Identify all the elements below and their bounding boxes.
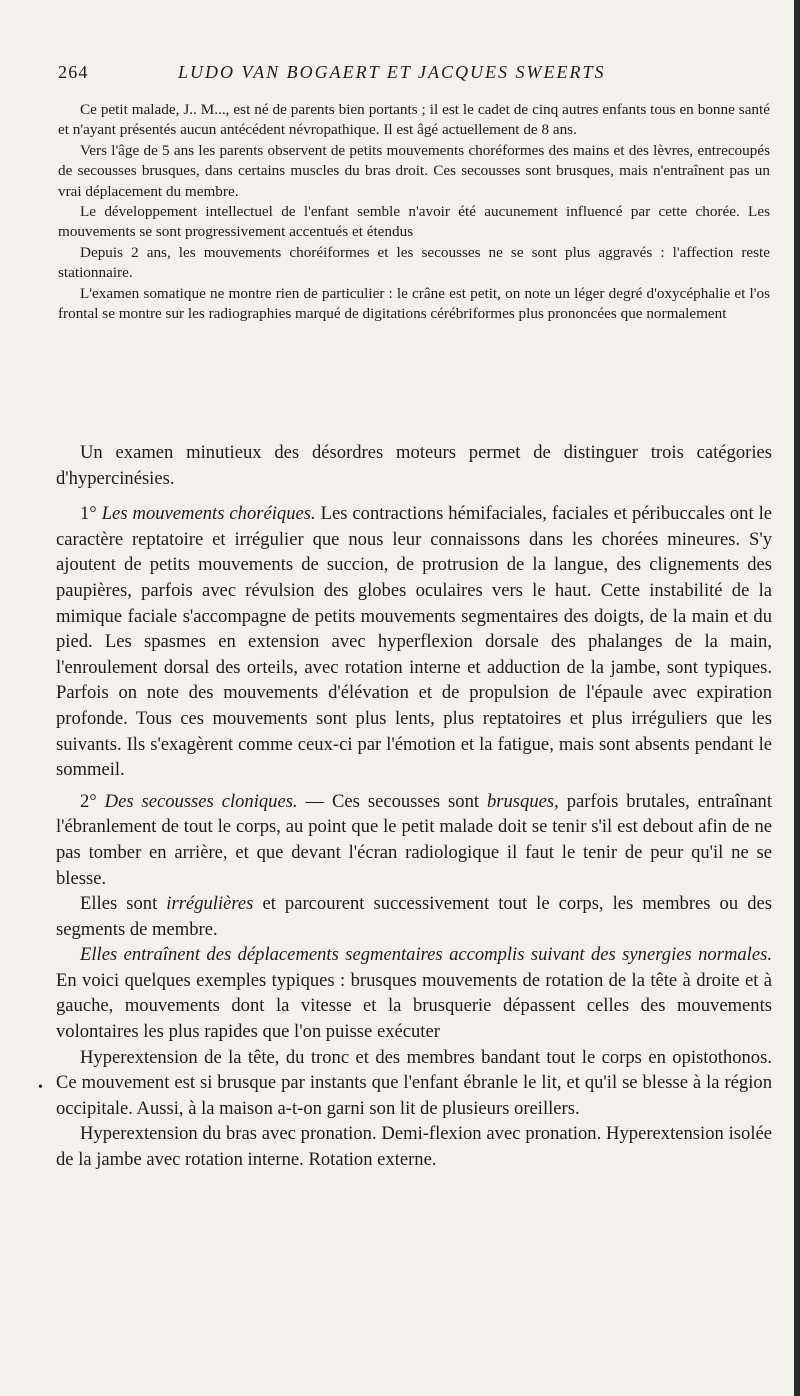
section-2-paragraph-5: Hyperextension du bras avec pronation. Demi-flexion avec pronation. Hyperextension isolée de la jambe avec rotation interne. Rotation externe. [56,1123,772,1171]
section-2-paragraph-3 [56,942,772,1044]
main-text [56,440,772,1173]
case-paragraph: Depuis 2 ans, les mouvements choréiformes et les secousses ne se sont plus aggravés : l'affection reste stationnaire. [58,243,770,282]
section-2-p2-emphasis: irrégulières [166,893,254,915]
section-2-title: Des secousses cloniques. [104,790,298,812]
section-2-paragraph-4: Hyperextension de la tête, du tronc et des membres bandant tout le corps en opistothonos. Ce mouvement est si brusque par instants que l'enfant ébranle le lit, et qu'il se blesse à la région occipitale. Aussi, à la maison a-t-on garni son lit de plusieurs oreillers. [56,1046,772,1119]
intro-paragraph: Un examen minutieux des désordres moteurs permet de distinguer trois catégories d'hypercinésies. [56,442,772,489]
case-report [58,100,770,324]
section-2-p3-text: En voici quelques exemples typiques : brusques mouvements de rotation de la tête à droite et à gauche, mouvements dont la vitesse et la brusquerie dépassent celles des mouvements volontaires les plus rapides que l'on puisse exécuter [56,969,772,1043]
section-2-p2-b: et parcourent successivement tout le corps, les membres ou des segments de membre. [56,893,772,940]
running-head [58,62,748,84]
section-1-number: 1° [80,503,102,525]
section-2-number: 2° [80,790,105,812]
section-2-text-a: — Ces secousses sont [297,790,487,812]
case-paragraph: Vers l'âge de 5 ans les parents observent de petits mouvements choréformes des mains et des lèvres, entrecoupés de secousses brusques, dans certains muscles du bras droit. Ces secousses sont brusques, mais n'entraînent pas un vrai déplacement du membre. [58,141,770,200]
page-edge-shadow [794,0,800,1396]
section-2-paragraph-2 [56,891,772,942]
page-number: 264 [58,62,89,82]
section-1-title: Les mouvements choréiques. [101,503,316,525]
margin-mark: • [38,1080,43,1095]
section-2-p2-a: Elles sont [80,893,167,915]
section-2-emphasis: brusques [486,790,555,812]
section-2-text-b: , parfois brutales, entraînant l'ébranlement de tout le corps, au point que le petit malade doit se tenir s'il est debout afin de ne pas tomber en arrière, et que devant l'écran radiologique il faut le tenir de peur qu'il ne se blesse. [56,790,772,889]
case-paragraph: Ce petit malade, J.. M..., est né de parents bien portants ; il est le cadet de cinq autres enfants tous en bonne santé et n'ayant présentés aucun antécédent névropathique. Il est âgé actuellement de 8 ans. [58,101,770,139]
section-2-p3-emphasis: Elles entraînent des déplacements segmentaires accomplis suivant des synergies normales. [80,944,772,966]
case-paragraph: L'examen somatique ne montre rien de particulier : le crâne est petit, on note un léger degré d'oxycéphalie et l'os frontal se montre sur les radiographies marqué de digitations cérébriformes plus prononcées que normalement [58,284,770,323]
section-1-text: Les contractions hémifaciales, faciales et péribuccales ont le caractère reptatoire et irrégulier que nous leur connaissons dans les chorées mineures. S'y ajoutent de petits mouvements de succion, de protrusion de la langue, des clignements des paupières, parfois avec révulsion des globes oculaires vers le haut. Cette instabilité de la mimique faciale s'accompagne de petits mouvements segmentaires des doigts, de la main et du pied. Les spasmes en extension avec hyperflexion dorsale des phalanges de la main, l'enroulement dorsal des orteils, avec rotation interne et adduction de la jambe, sont typiques. Parfois on note des mouvements d'élévation et de propulsion de l'épaule avec expiration profonde. Tous ces mouvements sont plus lents, plus reptatoires et plus irréguliers que les suivants. Ils s'exagèrent comme ceux-ci par l'émotion et la fatigue, mais sont absents pendant le sommeil. [56,503,773,781]
section-1-paragraph [56,501,772,783]
case-paragraph: Le développement intellectuel de l'enfant semble n'avoir été aucunement influencé par cette chorée. Les mouvements se sont progressivement accentués et étendus [58,203,770,241]
section-2-paragraph [56,789,772,891]
running-title: LUDO VAN BOGAERT ET JACQUES SWEERTS [178,62,606,82]
